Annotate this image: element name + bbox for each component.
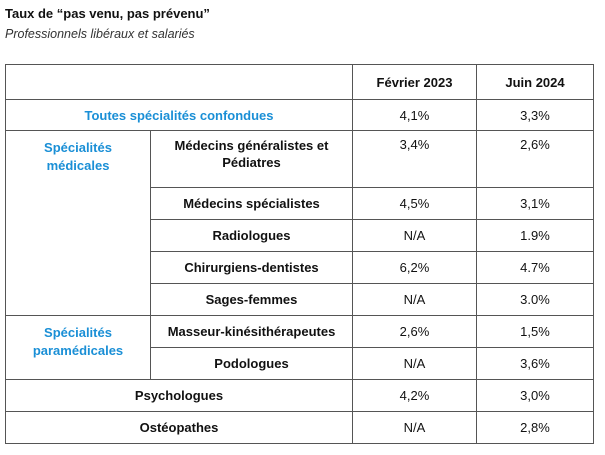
group-label-paramedical	[6, 316, 151, 380]
header-empty-cell	[6, 65, 353, 100]
table-row	[6, 412, 594, 444]
rates-table	[5, 64, 594, 444]
row-label: Médecins spécialistes	[151, 188, 353, 220]
value-cell: 3.0%	[477, 284, 594, 316]
row-label: Sages-femmes	[151, 284, 353, 316]
value-cell: 3,1%	[477, 188, 594, 220]
value-cell: 3,4%	[353, 131, 477, 188]
value-cell: 4,2%	[353, 380, 477, 412]
page-title: Taux de “pas venu, pas prévenu”	[5, 6, 210, 21]
value-cell: 2,6%	[477, 131, 594, 188]
value-cell: N/A	[353, 220, 477, 252]
header-jun-2024: Juin 2024	[477, 65, 594, 100]
group-label-line: Spécialités	[44, 140, 112, 155]
row-label-all: Toutes spécialités confondues	[6, 100, 353, 131]
group-label-line: paramédicales	[32, 343, 124, 358]
value-cell: 4,1%	[353, 100, 477, 131]
page-subtitle: Professionnels libéraux et salariés	[5, 27, 195, 41]
row-label-line: Médecins généralistes et	[174, 138, 329, 153]
value-cell: N/A	[353, 284, 477, 316]
value-cell: 3,6%	[477, 348, 594, 380]
row-label	[151, 131, 353, 188]
value-cell: 3,0%	[477, 380, 594, 412]
row-label: Chirurgiens-dentistes	[151, 252, 353, 284]
value-cell: 4.7%	[477, 252, 594, 284]
group-label-medical	[6, 131, 151, 316]
table-row	[6, 380, 594, 412]
table-row	[6, 316, 594, 348]
value-cell: 2,8%	[477, 412, 594, 444]
header-row	[6, 65, 594, 100]
table-row	[6, 100, 594, 131]
row-label: Radiologues	[151, 220, 353, 252]
value-cell: 1,5%	[477, 316, 594, 348]
group-label-line: médicales	[46, 158, 110, 173]
row-label: Ostéopathes	[6, 412, 353, 444]
value-cell: 4,5%	[353, 188, 477, 220]
group-label-line: Spécialités	[44, 325, 112, 340]
value-cell: 1.9%	[477, 220, 594, 252]
value-cell: N/A	[353, 412, 477, 444]
value-cell: 6,2%	[353, 252, 477, 284]
table-row	[6, 131, 594, 188]
header-feb-2023: Février 2023	[353, 65, 477, 100]
row-label: Psychologues	[6, 380, 353, 412]
value-cell: 3,3%	[477, 100, 594, 131]
value-cell: 2,6%	[353, 316, 477, 348]
row-label-line: Pédiatres	[222, 155, 281, 170]
row-label: Podologues	[151, 348, 353, 380]
value-cell: N/A	[353, 348, 477, 380]
row-label: Masseur-kinésithérapeutes	[151, 316, 353, 348]
